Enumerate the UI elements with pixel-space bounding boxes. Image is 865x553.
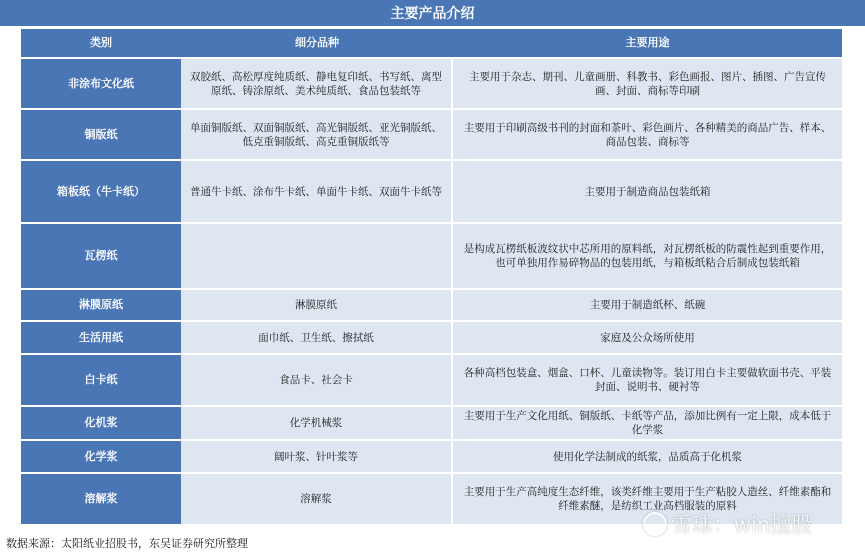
row-category: 非涂布文化纸 — [21, 59, 181, 110]
table-row — [21, 407, 842, 441]
row-subtypes: 淋膜原纸 — [181, 290, 453, 322]
row-category: 白卡纸 — [21, 355, 181, 407]
header-usage: 主要用途 — [453, 29, 842, 59]
table-title: 主要产品介绍 — [0, 0, 865, 26]
row-subtypes: 阔叶浆、针叶浆等 — [181, 441, 453, 474]
header-subtypes: 细分品种 — [181, 29, 453, 59]
row-subtypes: 溶解浆 — [181, 474, 453, 526]
row-subtypes: 普通牛卡纸、涂布牛卡纸、单面牛卡纸、双面牛卡纸等 — [181, 161, 453, 224]
watermark-text: 雪球：win擅股 — [671, 513, 813, 537]
row-usage: 家庭及公众场所使用 — [453, 322, 842, 355]
row-subtypes: 双胶纸、高松厚度纯质纸、静电复印纸、书写纸、离型原纸、铸涂原纸、美术纯质纸、食品包装纸等 — [181, 59, 453, 110]
row-subtypes — [181, 224, 453, 290]
header-row — [21, 29, 842, 59]
row-category: 箱板纸（牛卡纸） — [21, 161, 181, 224]
row-usage: 主要用于制造商品包装纸箱 — [453, 161, 842, 224]
row-usage: 各种高档包装盒、烟盒、口杯、儿童读物等。装订用白卡主要做软面书壳、平装封面、说明书、硬衬等 — [453, 355, 842, 407]
table-row — [21, 355, 842, 407]
row-usage: 主要用于制造纸杯、纸碗 — [453, 290, 842, 322]
row-category: 溶解浆 — [21, 474, 181, 526]
row-subtypes: 化学机械浆 — [181, 407, 453, 441]
row-subtypes: 单面铜版纸、双面铜版纸、高光铜版纸、亚光铜版纸、低克重铜版纸、高克重铜版纸等 — [181, 110, 453, 161]
row-usage: 主要用于杂志、期刊、儿童画册、科教书、彩色画报、图片、插图、广告宣传画、封面、商标等印刷 — [453, 59, 842, 110]
table-row — [21, 161, 842, 224]
row-category: 铜版纸 — [21, 110, 181, 161]
row-subtypes: 面巾纸、卫生纸、擦拭纸 — [181, 322, 453, 355]
header-category: 类别 — [21, 29, 181, 59]
watermark — [643, 509, 812, 539]
table-row — [21, 322, 842, 355]
row-category: 化机浆 — [21, 407, 181, 441]
row-usage: 主要用于生产文化用纸、铜版纸、卡纸等产品，添加比例有一定上限，成本低于化学浆 — [453, 407, 842, 441]
product-table — [21, 29, 842, 526]
row-category: 淋膜原纸 — [21, 290, 181, 322]
table-row — [21, 290, 842, 322]
row-usage: 是构成瓦楞纸板波纹状中芯所用的原料纸，对瓦楞纸板的防震性起到重要作用，也可单独用作易碎物品的包装用纸，与箱板纸粘合后制成包装纸箱 — [453, 224, 842, 290]
snowball-logo-icon — [643, 512, 667, 536]
row-category: 瓦楞纸 — [21, 224, 181, 290]
row-usage: 主要用于印刷高级书刊的封面和茶叶、彩色画片、各种精美的商品广告、样本、商品包装、商标等 — [453, 110, 842, 161]
row-usage: 主要用于生产高纯度生态纤维，该类纤维主要用于生产粘胶人造丝、纤维素酯和纤维素醚，是纺织工业高档服装的原料 — [453, 474, 842, 526]
row-category: 生活用纸 — [21, 322, 181, 355]
table-row — [21, 110, 842, 161]
row-subtypes: 食品卡、社会卡 — [181, 355, 453, 407]
row-category: 化学浆 — [21, 441, 181, 474]
table-row — [21, 224, 842, 290]
row-usage: 使用化学法制成的纸浆，品质高于化机浆 — [453, 441, 842, 474]
table-row — [21, 59, 842, 110]
table-row — [21, 441, 842, 474]
source-note: 数据来源：太阳纸业招股书，东吴证券研究所整理 — [6, 537, 248, 550]
